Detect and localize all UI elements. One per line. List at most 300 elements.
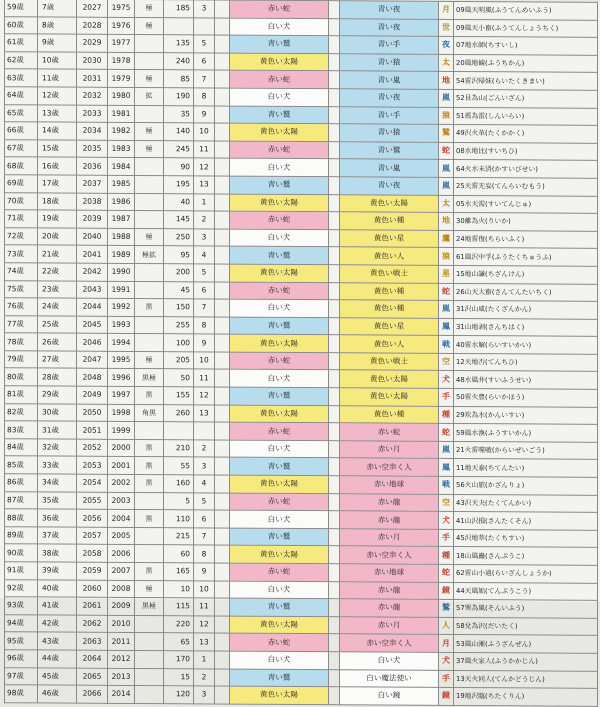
- year-cell: 2055: [77, 492, 108, 510]
- solar-seal-cell: 赤い蛇: [230, 70, 329, 88]
- child-age-cell: 15歳: [38, 140, 77, 158]
- hexagram-cell: 51震為雷(しんいらい): [454, 107, 598, 125]
- spacer-cell: [329, 652, 340, 670]
- spacer-cell: [215, 158, 230, 176]
- spacer-cell: [329, 599, 340, 617]
- kin-number-cell: 35: [164, 105, 194, 123]
- spacer-cell: [215, 35, 230, 53]
- hexagram-cell: 24地雷復(ちらいふく): [454, 230, 598, 248]
- tone-number-cell: 10: [194, 580, 215, 598]
- birth-year-cell: 2002: [108, 474, 135, 492]
- kin-number-cell: 210: [164, 440, 194, 458]
- year-cell: 2036: [77, 157, 108, 175]
- child-age-cell: 38歳: [38, 544, 77, 562]
- kin-number-cell: 240: [164, 52, 194, 70]
- tone-number-cell: 8: [194, 545, 215, 563]
- solar-seal-cell: 黄色い太陽: [230, 686, 329, 704]
- kin-number-cell: 120: [164, 686, 194, 704]
- age-cell: 91歳: [5, 562, 38, 580]
- hexagram-cell: 20風地観(ふうちかん): [454, 54, 598, 72]
- guide-seal-cell: 青い嵐: [340, 71, 439, 89]
- year-cell: 2065: [77, 668, 108, 686]
- kanji-cell: 夜: [439, 37, 454, 55]
- hexagram-cell: 48水風井(すいふうせい): [454, 371, 598, 389]
- spacer-cell: [329, 441, 340, 459]
- spacer-cell: [329, 36, 340, 54]
- year-cell: 2051: [77, 421, 108, 439]
- kin-number-cell: 145: [164, 211, 194, 229]
- guide-seal-cell: 赤い龍: [340, 599, 439, 617]
- kanji-cell: 犬: [439, 652, 454, 670]
- kanji-cell: 鷲: [439, 600, 454, 618]
- tone-number-cell: 3: [194, 0, 215, 18]
- year-cell: 2060: [77, 580, 108, 598]
- birth-year-cell: 1983: [108, 140, 135, 158]
- kanji-cell: 鏡: [439, 582, 454, 600]
- tone-number-cell: 6: [194, 510, 215, 528]
- kanji-cell: 戦: [439, 476, 454, 494]
- kanji-cell: 猿: [439, 248, 454, 266]
- child-age-cell: 23歳: [38, 280, 77, 298]
- birth-year-cell: 1997: [108, 386, 135, 404]
- solar-seal-cell: 黄色い太陽: [230, 475, 329, 493]
- kanji-cell: 手: [439, 388, 454, 406]
- child-age-cell: 9歳: [38, 34, 77, 52]
- year-cell: 2053: [77, 457, 108, 475]
- spacer-cell: [329, 247, 340, 265]
- guide-seal-cell: 青い手: [340, 36, 439, 54]
- hexagram-cell: 62雷山小過(らいざんしょうか): [454, 564, 598, 582]
- kanji-cell: 太: [439, 195, 454, 213]
- kanji-cell: 嵐: [439, 89, 454, 107]
- solar-seal-cell: 青い鷲: [230, 317, 329, 335]
- age-cell: 72歳: [5, 227, 38, 245]
- child-age-cell: 34歳: [38, 474, 77, 492]
- tone-number-cell: 12: [194, 616, 215, 634]
- spacer-cell: [215, 106, 230, 124]
- solar-seal-cell: 黄色い太陽: [230, 334, 329, 352]
- hexagram-cell: 44天風姤(てんぷうこう): [454, 582, 598, 600]
- kin-number-cell: 185: [164, 0, 194, 17]
- solar-seal-cell: 青い鷲: [230, 246, 329, 264]
- calendar-table: [4, 0, 598, 707]
- child-age-cell: 30歳: [38, 404, 77, 422]
- year-cell: 2063: [77, 633, 108, 651]
- spacer-cell: [215, 334, 230, 352]
- mark-cell: 黒: [135, 387, 164, 405]
- child-age-cell: 20歳: [38, 228, 77, 246]
- hexagram-cell: 59風水渙(ふうすいかん): [454, 424, 598, 442]
- child-age-cell: 32歳: [38, 439, 77, 457]
- child-age-cell: 16歳: [38, 157, 77, 175]
- year-cell: 2048: [77, 369, 108, 387]
- year-cell: 2046: [77, 333, 108, 351]
- spacer-cell: [329, 53, 340, 71]
- age-cell: 84歳: [5, 439, 38, 457]
- birth-year-cell: 2004: [108, 510, 135, 528]
- hexagram-cell: 40雷水解(らいすいかい): [454, 336, 598, 354]
- year-cell: 2059: [77, 562, 108, 580]
- solar-seal-cell: 赤い蛇: [230, 211, 329, 229]
- tone-number-cell: 2: [194, 211, 215, 229]
- birth-year-cell: 1998: [108, 404, 135, 422]
- spacer-cell: [329, 564, 340, 582]
- guide-seal-cell: 赤い龍: [340, 581, 439, 599]
- year-cell: 2049: [77, 386, 108, 404]
- guide-seal-cell: 黄色い人: [340, 247, 439, 265]
- mark-cell: [135, 158, 164, 176]
- kin-number-cell: 205: [164, 352, 194, 370]
- age-cell: 73歳: [5, 245, 38, 263]
- solar-seal-cell: 白い犬: [230, 229, 329, 247]
- hexagram-cell: 12天地否(てんちひ): [454, 353, 598, 371]
- spacer-cell: [329, 476, 340, 494]
- child-age-cell: 28歳: [38, 368, 77, 386]
- spacer-cell: [215, 299, 230, 317]
- spacer-cell: [215, 545, 230, 563]
- spacer-cell: [329, 370, 340, 388]
- tone-number-cell: 1: [194, 651, 215, 669]
- spacer-cell: [215, 88, 230, 106]
- guide-seal-cell: 黄色い戦士: [340, 353, 439, 371]
- child-age-cell: 46歳: [38, 685, 77, 703]
- solar-seal-cell: 白い犬: [230, 370, 329, 388]
- spacer-cell: [215, 686, 230, 704]
- solar-seal-cell: 白い犬: [230, 651, 329, 669]
- year-cell: 2027: [77, 0, 108, 17]
- kanji-cell: 月: [439, 635, 454, 653]
- birth-year-cell: 1990: [108, 263, 135, 281]
- child-age-cell: 10歳: [38, 52, 77, 70]
- tone-number-cell: 4: [194, 246, 215, 264]
- mark-cell: 黒: [135, 439, 164, 457]
- age-cell: 63歳: [5, 69, 38, 87]
- birth-year-cell: 1986: [108, 193, 135, 211]
- hexagram-cell: 31沢山咸(たくざんかん): [454, 301, 598, 319]
- kin-number-cell: 190: [164, 88, 194, 106]
- guide-seal-cell: 白い犬: [340, 652, 439, 670]
- mark-cell: [135, 650, 164, 668]
- birth-year-cell: 2005: [108, 527, 135, 545]
- year-cell: 2047: [77, 351, 108, 369]
- hexagram-cell: 64火水未済(かすいびせい): [454, 160, 598, 178]
- birth-year-cell: 2011: [108, 633, 135, 651]
- mark-cell: [135, 633, 164, 651]
- spacer-cell: [329, 353, 340, 371]
- tone-number-cell: 6: [194, 53, 215, 71]
- spacer-cell: [215, 246, 230, 264]
- guide-seal-cell: 白い鏡: [340, 687, 439, 705]
- kanji-cell: 星: [439, 265, 454, 283]
- tone-number-cell: 3: [194, 229, 215, 247]
- age-cell: 77歳: [5, 315, 38, 333]
- age-cell: 96歳: [5, 650, 38, 668]
- birth-year-cell: 2013: [108, 668, 135, 686]
- age-cell: 97歳: [5, 667, 38, 685]
- solar-seal-cell: 黄色い太陽: [230, 545, 329, 563]
- year-cell: 2054: [77, 474, 108, 492]
- birth-year-cell: 1977: [108, 35, 135, 53]
- solar-seal-cell: 黄色い太陽: [230, 194, 329, 212]
- age-cell: 82歳: [5, 403, 38, 421]
- child-age-cell: 11歳: [38, 69, 77, 87]
- kanji-cell: 人: [439, 617, 454, 635]
- spacer-cell: [329, 634, 340, 652]
- mark-cell: 黒: [135, 457, 164, 475]
- spacer-cell: [215, 53, 230, 71]
- year-cell: 2031: [77, 70, 108, 88]
- tone-number-cell: 5: [194, 264, 215, 282]
- birth-year-cell: 1991: [108, 281, 135, 299]
- spacer-cell: [329, 194, 340, 212]
- solar-seal-cell: 白い犬: [230, 581, 329, 599]
- guide-seal-cell: 赤い空歩く人: [340, 634, 439, 652]
- kin-number-cell: 155: [164, 387, 194, 405]
- mark-cell: 極: [135, 228, 164, 246]
- birth-year-cell: 2001: [108, 457, 135, 475]
- spacer-cell: [215, 211, 230, 229]
- guide-seal-cell: 黄色い人: [340, 335, 439, 353]
- solar-seal-cell: 白い犬: [230, 299, 329, 317]
- mark-cell: 角黒: [135, 404, 164, 422]
- age-cell: 92歳: [5, 579, 38, 597]
- spacer-cell: [215, 317, 230, 335]
- birth-year-cell: 1985: [108, 175, 135, 193]
- year-cell: 2038: [77, 193, 108, 211]
- solar-seal-cell: 黄色い太陽: [230, 405, 329, 423]
- solar-seal-cell: 赤い蛇: [230, 563, 329, 581]
- tone-number-cell: 8: [194, 317, 215, 335]
- birth-year-cell: 1987: [108, 210, 135, 228]
- kanji-cell: 嵐: [439, 441, 454, 459]
- tone-number-cell: 3: [194, 457, 215, 475]
- guide-seal-cell: 青い手: [340, 106, 439, 124]
- child-age-cell: 44歳: [38, 650, 77, 668]
- kanji-cell: 蛇: [439, 283, 454, 301]
- year-cell: 2057: [77, 527, 108, 545]
- guide-seal-cell: 青い夜: [340, 177, 439, 195]
- mark-cell: [135, 263, 164, 281]
- kanji-cell: 猿: [439, 107, 454, 125]
- solar-seal-cell: 赤い蛇: [230, 141, 329, 159]
- age-cell: 95歳: [5, 632, 38, 650]
- mark-cell: 極: [135, 70, 164, 88]
- spacer-cell: [215, 616, 230, 634]
- spacer-cell: [215, 369, 230, 387]
- mark-cell: 拡: [135, 87, 164, 105]
- year-cell: 2039: [77, 210, 108, 228]
- mark-cell: 極: [135, 0, 164, 17]
- kanji-cell: 太: [439, 54, 454, 72]
- spacer-cell: [215, 70, 230, 88]
- hexagram-cell: 15地山謙(ちざんけん): [454, 265, 598, 283]
- mark-cell: [135, 52, 164, 70]
- hexagram-cell: 53風山漸(ふうざんぜん): [454, 635, 598, 653]
- kanji-cell: 鏡: [439, 688, 454, 706]
- spacer-cell: [215, 352, 230, 370]
- spacer-cell: [215, 176, 230, 194]
- spacer-cell: [329, 177, 340, 195]
- spacer-cell: [215, 457, 230, 475]
- guide-seal-cell: 黄色い太陽: [340, 370, 439, 388]
- spacer-cell: [329, 546, 340, 564]
- child-age-cell: 7歳: [38, 0, 77, 17]
- spacer-cell: [215, 387, 230, 405]
- hexagram-cell: 19地沢臨(ちたくりん): [454, 688, 598, 706]
- mark-cell: [135, 281, 164, 299]
- solar-seal-cell: 白い犬: [230, 18, 329, 36]
- tone-number-cell: 7: [194, 299, 215, 317]
- birth-year-cell: 1994: [108, 334, 135, 352]
- spacer-cell: [215, 493, 230, 511]
- child-age-cell: 37歳: [38, 527, 77, 545]
- child-age-cell: 19歳: [38, 210, 77, 228]
- spacer-cell: [215, 669, 230, 687]
- age-cell: 85歳: [5, 456, 38, 474]
- age-cell: 90歳: [5, 544, 38, 562]
- spacer-cell: [329, 212, 340, 230]
- birth-year-cell: 1995: [108, 351, 135, 369]
- child-age-cell: 18歳: [38, 192, 77, 210]
- child-age-cell: 17歳: [38, 175, 77, 193]
- solar-seal-cell: 青い鷲: [230, 669, 329, 687]
- tone-number-cell: 13: [194, 176, 215, 194]
- hexagram-cell: 43沢天夬(たくてんかい): [454, 494, 598, 512]
- birth-year-cell: 1988: [108, 228, 135, 246]
- guide-seal-cell: 赤い空歩く人: [340, 458, 439, 476]
- guide-seal-cell: 赤い地球: [340, 476, 439, 494]
- mark-cell: [135, 193, 164, 211]
- kanji-cell: 手: [439, 670, 454, 688]
- age-cell: 68歳: [5, 157, 38, 175]
- hexagram-cell: 41山沢損(さんたくそん): [454, 512, 598, 530]
- mark-cell: 黒極: [135, 598, 164, 616]
- solar-seal-cell: 赤い蛇: [230, 422, 329, 440]
- kanji-cell: 月: [439, 1, 454, 19]
- birth-year-cell: 1996: [108, 369, 135, 387]
- child-age-cell: 42歳: [38, 615, 77, 633]
- hexagram-cell: 11地天泰(ちてんたい): [454, 459, 598, 477]
- hexagram-cell: 54雷沢帰妹(らいたくきまい): [454, 72, 598, 90]
- spacer-cell: [215, 633, 230, 651]
- tone-number-cell: 11: [194, 369, 215, 387]
- solar-seal-cell: 黄色い太陽: [230, 123, 329, 141]
- guide-seal-cell: 赤い蛇: [340, 423, 439, 441]
- year-cell: 2052: [77, 439, 108, 457]
- guide-seal-cell: 赤い龍: [340, 511, 439, 529]
- year-cell: 2064: [77, 650, 108, 668]
- kin-number-cell: 10: [164, 580, 194, 598]
- birth-year-cell: 2009: [108, 598, 135, 616]
- kin-number-cell: 245: [164, 140, 194, 158]
- year-cell: 2042: [77, 263, 108, 281]
- spacer-cell: [329, 405, 340, 423]
- kanji-cell: 嵐: [439, 300, 454, 318]
- age-cell: 60歳: [5, 16, 38, 34]
- spacer-cell: [329, 300, 340, 318]
- spacer-cell: [215, 440, 230, 458]
- age-cell: 74歳: [5, 263, 38, 281]
- mark-cell: [135, 545, 164, 563]
- spacer-cell: [329, 106, 340, 124]
- child-age-cell: 40歳: [38, 579, 77, 597]
- year-cell: 2028: [77, 17, 108, 35]
- hexagram-cell: 09風天小畜(ふうてんしょうちく): [454, 19, 598, 37]
- hexagram-cell: 31山地剥(さんちはく): [454, 318, 598, 336]
- birth-year-cell: 2010: [108, 615, 135, 633]
- hexagram-cell: 58兌為沢(だいたく): [454, 617, 598, 635]
- spacer-cell: [329, 265, 340, 283]
- guide-seal-cell: 白い魔法使い: [340, 669, 439, 687]
- year-cell: 2062: [77, 615, 108, 633]
- spacer-cell: [329, 141, 340, 159]
- guide-seal-cell: 黄色い戦士: [340, 265, 439, 283]
- mark-cell: 極: [135, 123, 164, 141]
- mark-cell: [135, 105, 164, 123]
- spacer-cell: [215, 581, 230, 599]
- spacer-cell: [329, 493, 340, 511]
- kanji-cell: 種: [439, 547, 454, 565]
- spacer-cell: [215, 281, 230, 299]
- child-age-cell: 25歳: [38, 316, 77, 334]
- tone-number-cell: [194, 422, 215, 440]
- guide-seal-cell: 黄色い太陽: [340, 388, 439, 406]
- tone-number-cell: 2: [194, 440, 215, 458]
- spacer-cell: [215, 229, 230, 247]
- age-cell: 89歳: [5, 527, 38, 545]
- kin-number-cell: 160: [164, 475, 194, 493]
- spacer-cell: [329, 124, 340, 142]
- mark-cell: 黒極: [135, 369, 164, 387]
- birth-year-cell: 1979: [108, 70, 135, 88]
- solar-seal-cell: 白い犬: [230, 510, 329, 528]
- spacer-cell: [329, 669, 340, 687]
- tone-number-cell: 13: [194, 633, 215, 651]
- birth-year-cell: 1992: [108, 298, 135, 316]
- year-cell: 2034: [77, 122, 108, 140]
- guide-seal-cell: 黄色い太陽: [340, 194, 439, 212]
- year-cell: 2066: [77, 685, 108, 703]
- child-age-cell: 35歳: [38, 492, 77, 510]
- spacer-cell: [329, 18, 340, 36]
- guide-seal-cell: 赤い月: [340, 617, 439, 635]
- year-cell: 2033: [77, 105, 108, 123]
- age-cell: 80歳: [5, 368, 38, 386]
- solar-seal-cell: 赤い蛇: [230, 633, 329, 651]
- mark-cell: [135, 175, 164, 193]
- spacer-cell: [329, 616, 340, 634]
- age-cell: 70歳: [5, 192, 38, 210]
- solar-seal-cell: 青い鷲: [230, 106, 329, 124]
- kanji-cell: 種: [439, 406, 454, 424]
- hexagram-cell: 57巽為風(そんいふう): [454, 600, 598, 618]
- tone-number-cell: 9: [194, 105, 215, 123]
- age-cell: 67歳: [5, 139, 38, 157]
- solar-seal-cell: 赤い蛇: [230, 282, 329, 300]
- mark-cell: 黒: [135, 475, 164, 493]
- kin-number-cell: 195: [164, 176, 194, 194]
- tone-number-cell: 7: [194, 70, 215, 88]
- spacer-cell: [329, 89, 340, 107]
- spacer-cell: [215, 475, 230, 493]
- spacer-cell: [215, 123, 230, 141]
- kin-number-cell: 90: [164, 158, 194, 176]
- child-age-cell: 14歳: [38, 122, 77, 140]
- kanji-cell: 手: [439, 529, 454, 547]
- kanji-cell: 蛇: [439, 142, 454, 160]
- kin-number-cell: 50: [164, 369, 194, 387]
- tone-number-cell: 2: [194, 668, 215, 686]
